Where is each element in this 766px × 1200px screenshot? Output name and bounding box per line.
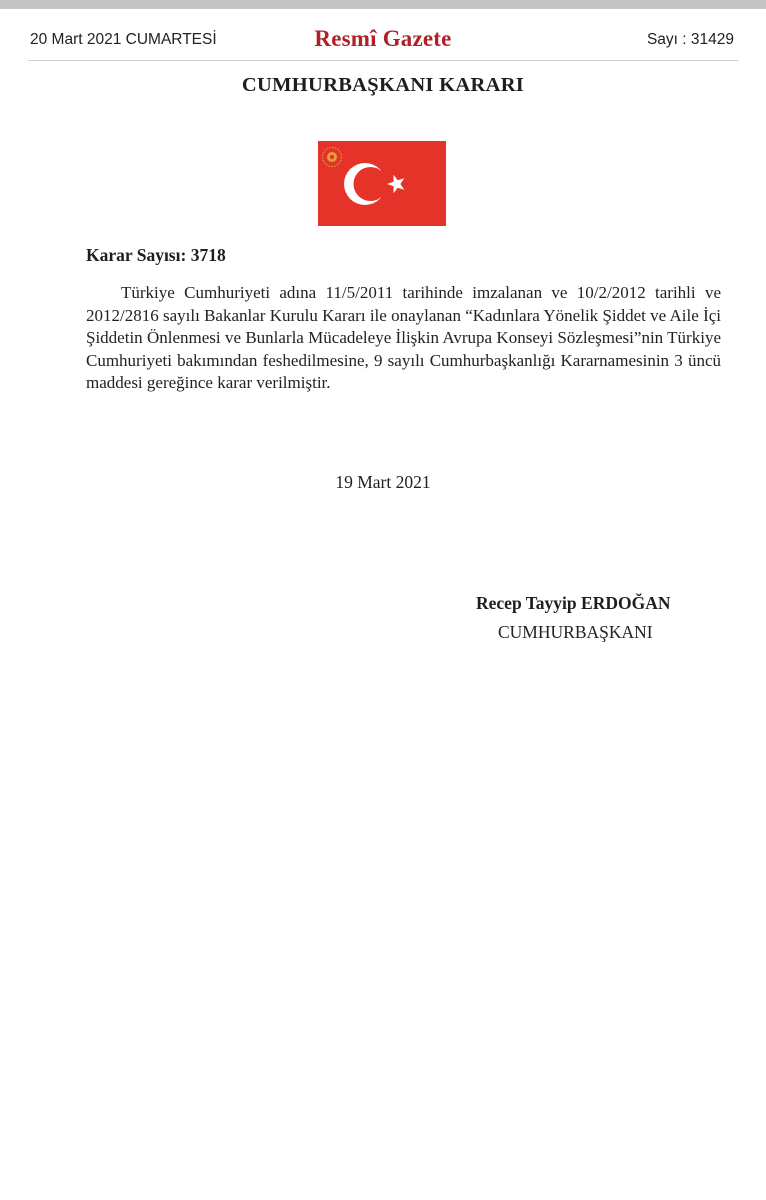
decision-number: [86, 245, 226, 266]
top-band: [0, 0, 766, 9]
decision-number-value: 3718: [190, 245, 226, 265]
gazette-masthead: Resmî Gazete: [314, 26, 452, 51]
issue-date: 20 Mart 2021 CUMARTESİ: [30, 31, 217, 48]
document-title: CUMHURBAŞKANI KARARI: [241, 74, 525, 96]
signer-title: CUMHURBAŞKANI: [498, 622, 653, 642]
decision-number-label: Karar Sayısı:: [86, 245, 187, 265]
issue-number: Sayı : 31429: [646, 31, 734, 48]
decision-body: Türkiye Cumhuriyeti adına 11/5/2011 tarihinde imzalanan ve 10/2/2012 tarihli ve 2012/2816 sayılı Bakanlar Kurulu Kararı ile onaylanan “Kadınlara Yönelik Şiddet ve Aile İçi Şiddetin Önlenmesi ve Bunlarla Mücadeleye İlişkin Avrupa Konseyi Sözleşmesi”nin Türkiye Cumhuriyeti bakımından feshedilmesine, 9 sayılı Cumhurbaşkanlığı Kararnamesinin 3 üncü maddesi gereğince karar verilmiştir.: [86, 283, 721, 392]
gazette-header: [28, 26, 738, 56]
header-divider: [28, 60, 738, 61]
signature-date: 19 Mart 2021: [335, 472, 431, 492]
signer-name: Recep Tayyip ERDOĞAN: [476, 593, 671, 613]
presidential-flag-icon: [318, 141, 446, 226]
